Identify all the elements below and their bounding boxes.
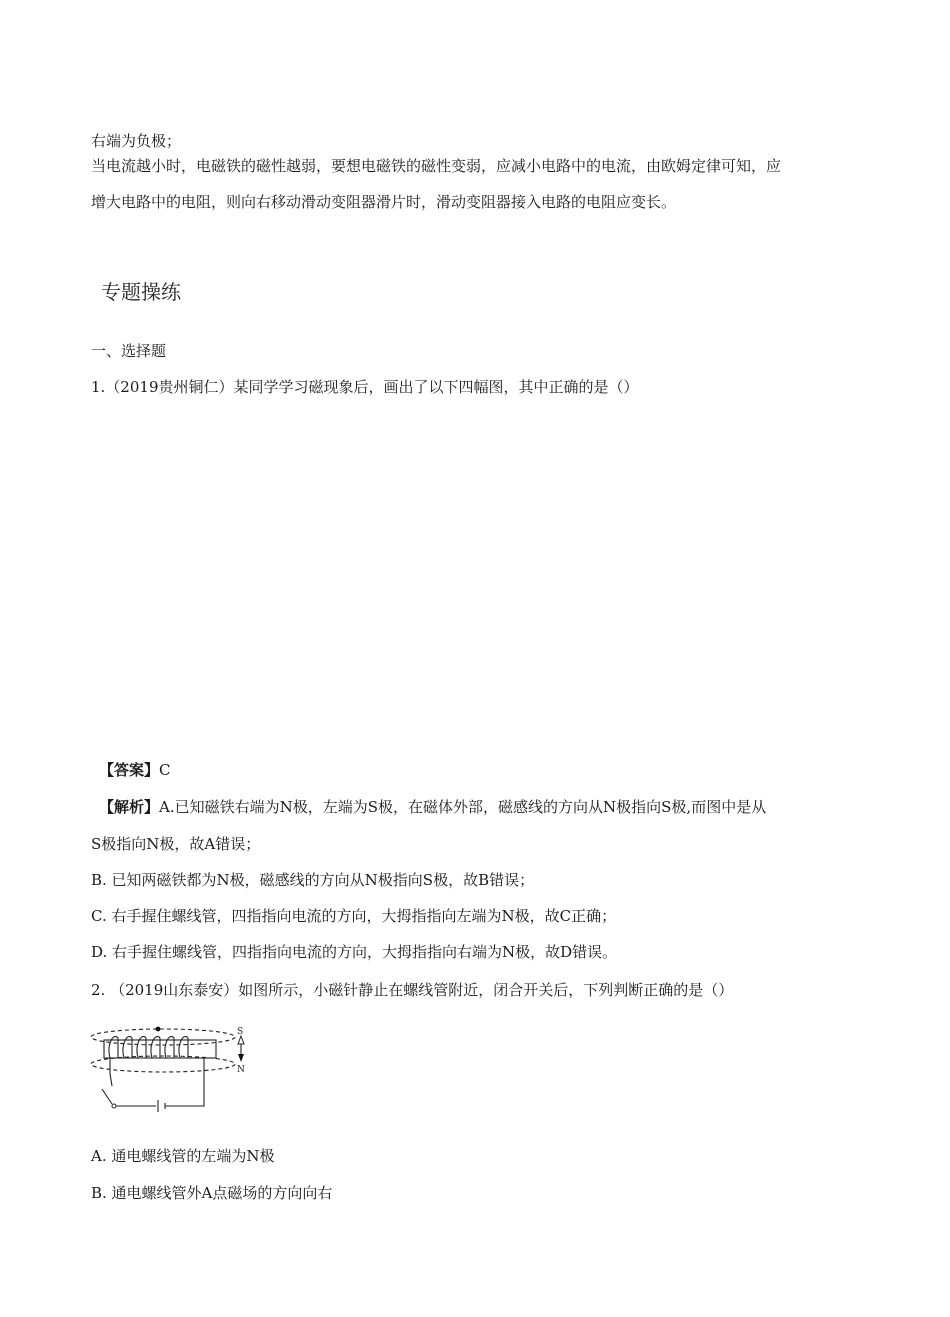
answer-tag: 【答案】 — [99, 761, 160, 779]
answer-value: C — [159, 761, 171, 779]
section-title: 专题操练 — [101, 280, 181, 304]
question-1-stem: 1.（2019贵州铜仁）某同学学习磁现象后，画出了以下四幅图，其中正确的是（） — [91, 378, 639, 396]
answer-line — [99, 760, 171, 780]
switch-contact — [112, 1104, 116, 1108]
analysis-a-text: A.已知磁铁右端为N极，左端为S极，在磁体外部，磁感线的方向从N极指向S极,而图中是从 — [159, 798, 767, 816]
wire-left — [110, 1058, 112, 1086]
field-line-top — [91, 1029, 235, 1045]
compass-tip-n — [238, 1054, 244, 1062]
solenoid-figure — [86, 1026, 256, 1118]
continued-line-3: 增大电路中的电阻，则向右移动滑动变阻器滑片时，滑动变阻器接入电路的电阻应变长。 — [91, 193, 677, 211]
continued-line-1: 右端为负极； — [91, 132, 182, 150]
option-a: A. 通电螺线管的左端为N极 — [91, 1147, 275, 1165]
compass-tip-s — [238, 1036, 244, 1044]
analysis-d: D. 右手握住螺线管，四指指向电流的方向，大拇指指向右端为N极，故D错误。 — [91, 943, 618, 961]
question-2-stem: 2. （2019山东泰安）如图所示，小磁针静止在螺线管附近，闭合开关后，下列判断正确的是（） — [91, 981, 734, 999]
analysis-c: C. 右手握住螺线管，四指指向电流的方向，大拇指指向左端为N极，故C正确； — [91, 907, 617, 925]
compass-label-n: N — [237, 1065, 245, 1075]
part-title: 一、选择题 — [91, 342, 167, 360]
analysis-b: B. 已知两磁铁都为N极，磁感线的方向从N极指向S极，故B错误； — [91, 871, 535, 889]
wire-right — [165, 1058, 204, 1106]
continued-line-2: 当电流越小时，电磁铁的磁性越弱，要想电磁铁的磁性变弱，应减小电路中的电流，由欧姆定律可知，应 — [91, 157, 782, 175]
analysis-line-1 — [99, 797, 766, 817]
compass-label-s: S — [237, 1027, 244, 1037]
analysis-line-2: S极指向N极，故A错误； — [91, 835, 261, 853]
point-a-dot — [156, 1027, 161, 1032]
option-b: B. 通电螺线管外A点磁场的方向向右 — [91, 1184, 333, 1202]
switch-arm — [102, 1089, 112, 1104]
analysis-tag: 【解析】 — [99, 798, 160, 816]
